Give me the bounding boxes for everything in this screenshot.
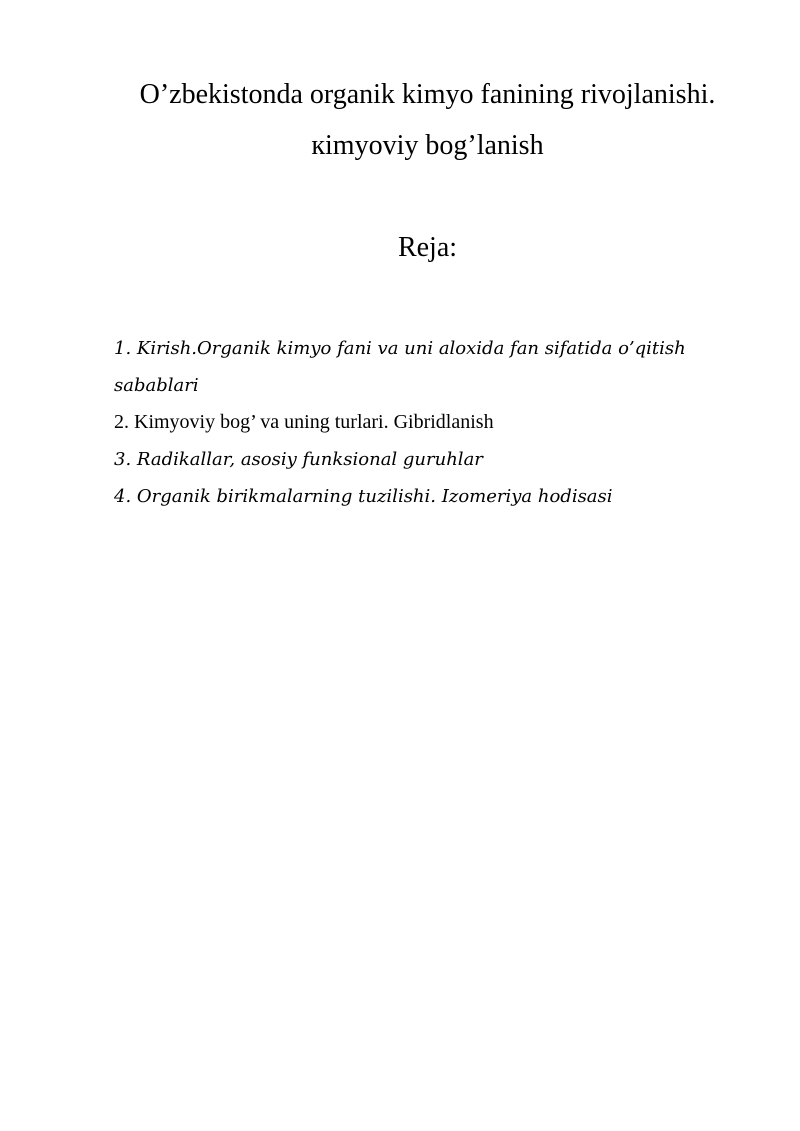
plan-heading: Reja: — [397, 232, 458, 263]
plan-item-3: 3. Radikallar, asosiy funksional guruhlar — [114, 449, 483, 470]
plan-item-1-line-1: 1. Kirish.Organik kimyo fani va uni aloxida fan sifatida o’qitish — [114, 338, 686, 359]
plan-list — [114, 330, 754, 515]
plan-item-1 — [114, 330, 754, 404]
plan-item-2: 2. Kimyoviy bog’ va uning turlari. Gibridlanish — [114, 411, 494, 433]
plan-item-1-line-2: sabablari — [114, 375, 199, 396]
document-title-line-2: кimyoviy bog’lanish — [311, 130, 544, 161]
plan-item-4: 4. Organik birikmalarning tuzilishi. Izomeriya hodisasi — [114, 486, 613, 507]
document-title-line-1: O’zbekistonda organik kimyo fanining rivojlanishi. — [139, 79, 716, 110]
